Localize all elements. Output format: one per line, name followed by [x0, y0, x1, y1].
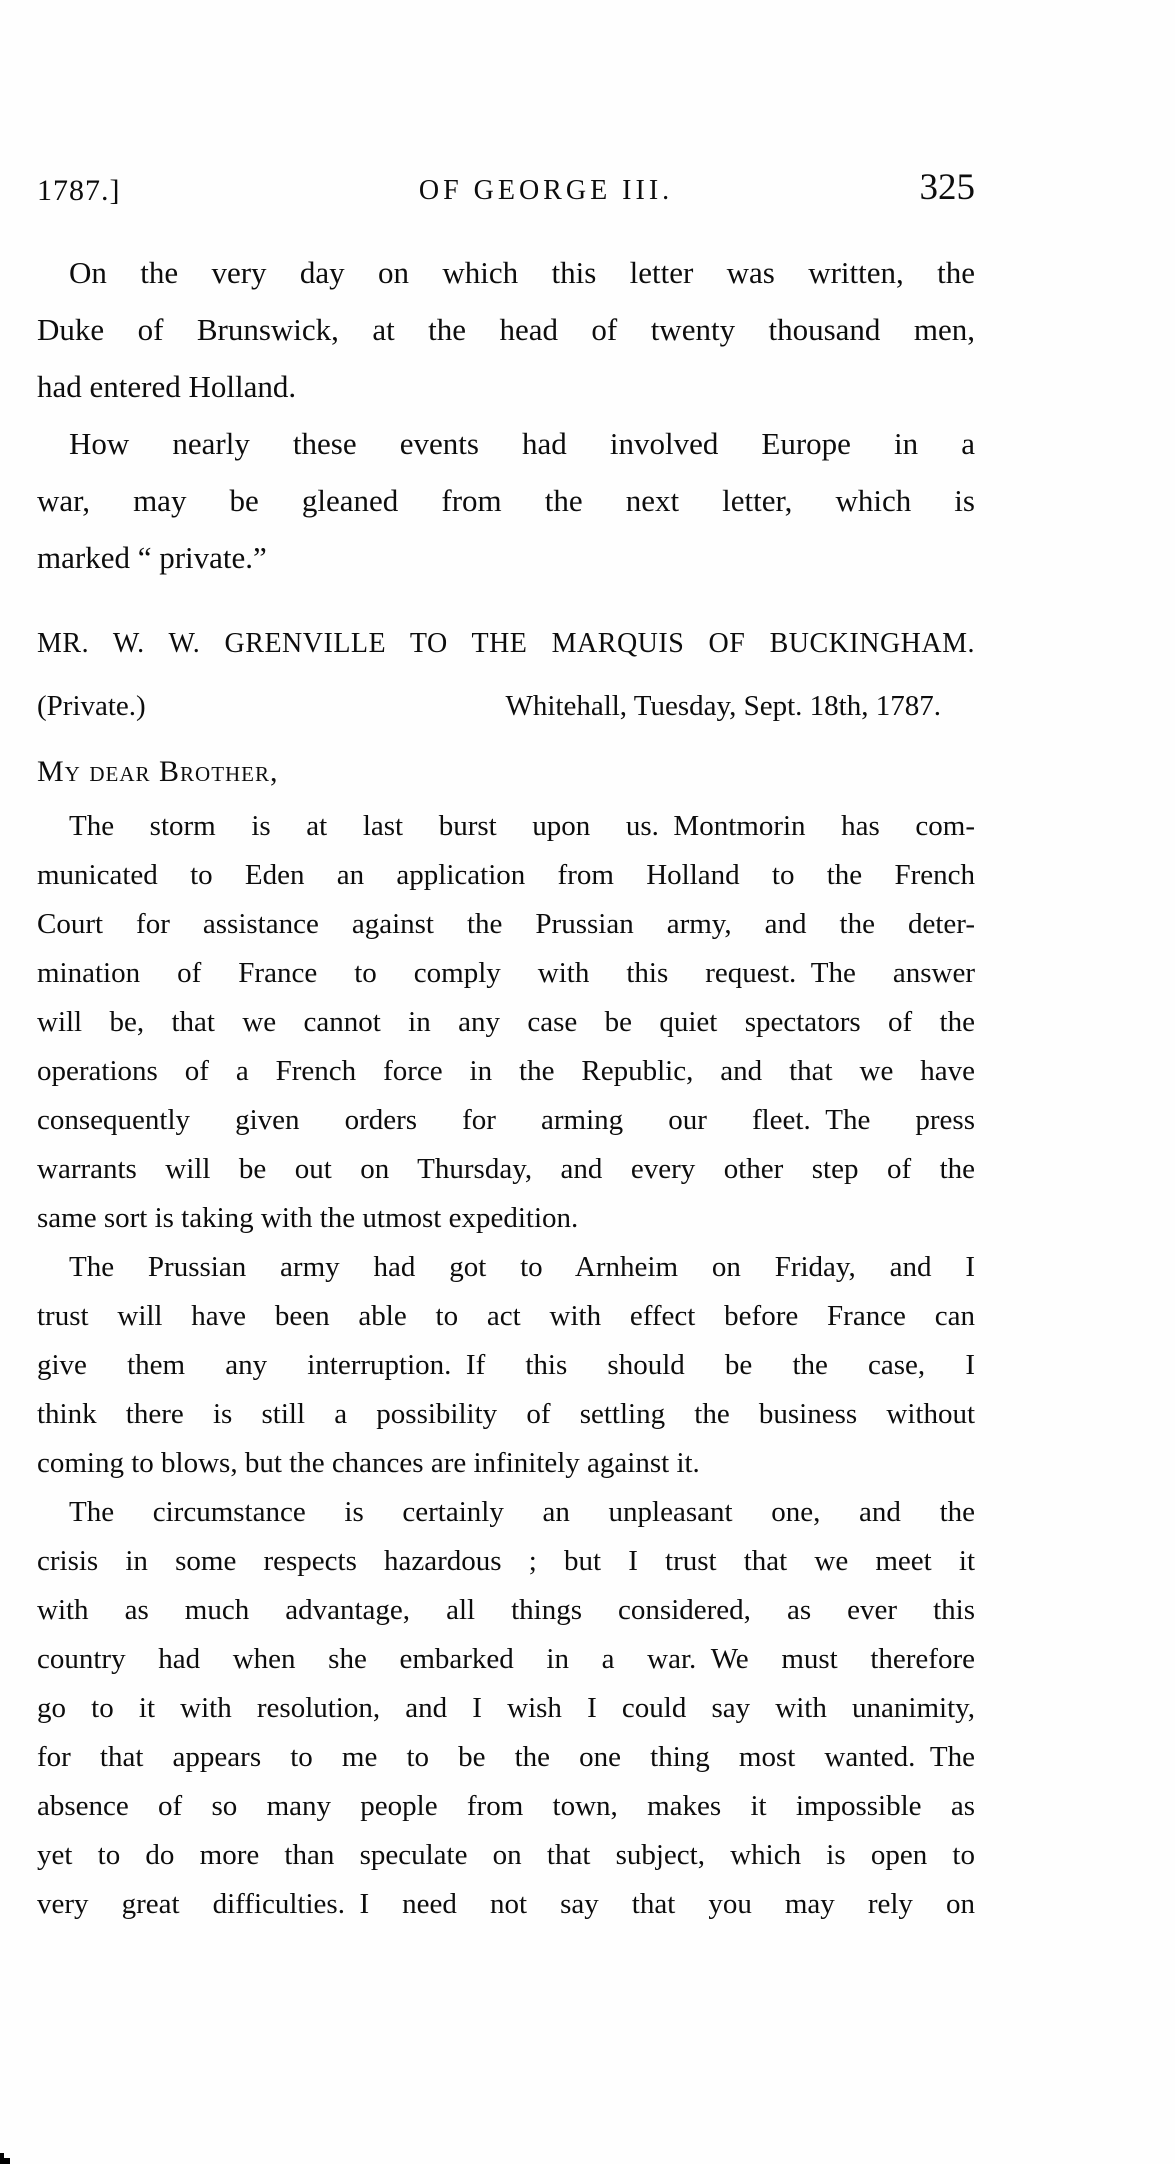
dateline: Whitehall, Tuesday, Sept. 18th, 1787.: [505, 690, 941, 722]
letter-body: [37, 802, 975, 1929]
letter-heading: MR. W. W. GRENVILLE TO THE MARQUIS OF BUCKINGHAM.: [37, 628, 975, 659]
text-line: The Prussian army had got to Arnheim on Friday, and I: [69, 1251, 975, 1283]
running-title: OF GEORGE III.: [418, 175, 674, 206]
text-line: same sort is taking with the utmost expedition.: [37, 1202, 579, 1234]
text-line: will be, that we cannot in any case be quiet spectators of the: [37, 1006, 975, 1038]
text-line: Court for assistance against the Prussian army, and the deter-: [37, 908, 975, 940]
text-line: coming to blows, but the chances are infinitely against it.: [37, 1447, 700, 1479]
year-label: 1787.]: [37, 174, 121, 207]
text-line: marked “ private.”: [37, 540, 267, 575]
text-line: The storm is at last burst upon us. Montmorin has com-: [69, 810, 975, 842]
text-line: Duke of Brunswick, at the head of twenty thousand men,: [37, 312, 975, 347]
text-line: war, may be gleaned from the next letter, which is: [37, 483, 975, 518]
letter-heading-row: [37, 628, 975, 660]
intro-paragraph-2: [37, 415, 975, 586]
scan-artifact: [0, 2153, 10, 2164]
salutation: My dear Brother,: [37, 755, 279, 788]
text-line: mination of France to comply with this request. The answer: [37, 957, 975, 989]
page-header: [37, 166, 975, 216]
text-line: trust will have been able to act with effect before France can: [37, 1300, 975, 1332]
intro-paragraph-1: [37, 244, 975, 415]
letter-paragraph-1: [37, 802, 975, 1243]
letter-meta-row: [37, 690, 975, 723]
intro-section: [37, 244, 975, 586]
text-line: warrants will be out on Thursday, and every other step of the: [37, 1153, 975, 1185]
text-line: consequently given orders for arming our fleet. The press: [37, 1104, 975, 1136]
text-line: with as much advantage, all things considered, as ever this: [37, 1594, 975, 1626]
text-line: country had when she embarked in a war. We must therefore: [37, 1643, 975, 1675]
text-line: operations of a French force in the Republic, and that we have: [37, 1055, 975, 1087]
text-line: municated to Eden an application from Holland to the French: [37, 859, 975, 891]
text-line: crisis in some respects hazardous ; but I trust that we meet it: [37, 1545, 975, 1577]
text-line: yet to do more than speculate on that subject, which is open to: [37, 1839, 975, 1871]
text-line: very great difficulties. I need not say that you may rely on: [37, 1888, 975, 1920]
letter-paragraph-3: [37, 1488, 975, 1929]
text-line: absence of so many people from town, makes it impossible as: [37, 1790, 975, 1822]
letter-paragraph-2: [37, 1243, 975, 1488]
text-line: go to it with resolution, and I wish I could say with unanimity,: [37, 1692, 975, 1724]
text-line: think there is still a possibility of settling the business without: [37, 1398, 975, 1430]
private-label: (Private.): [37, 690, 146, 722]
text-line: The circumstance is certainly an unpleasant one, and the: [69, 1496, 975, 1528]
text-line: for that appears to me to be the one thing most wanted. The: [37, 1741, 975, 1773]
page-number: 325: [919, 167, 975, 208]
text-line: give them any interruption. If this should be the case, I: [37, 1349, 975, 1381]
text-line: How nearly these events had involved Europe in a: [69, 426, 975, 461]
text-line: had entered Holland.: [37, 369, 297, 404]
text-line: On the very day on which this letter was written, the: [69, 255, 975, 290]
